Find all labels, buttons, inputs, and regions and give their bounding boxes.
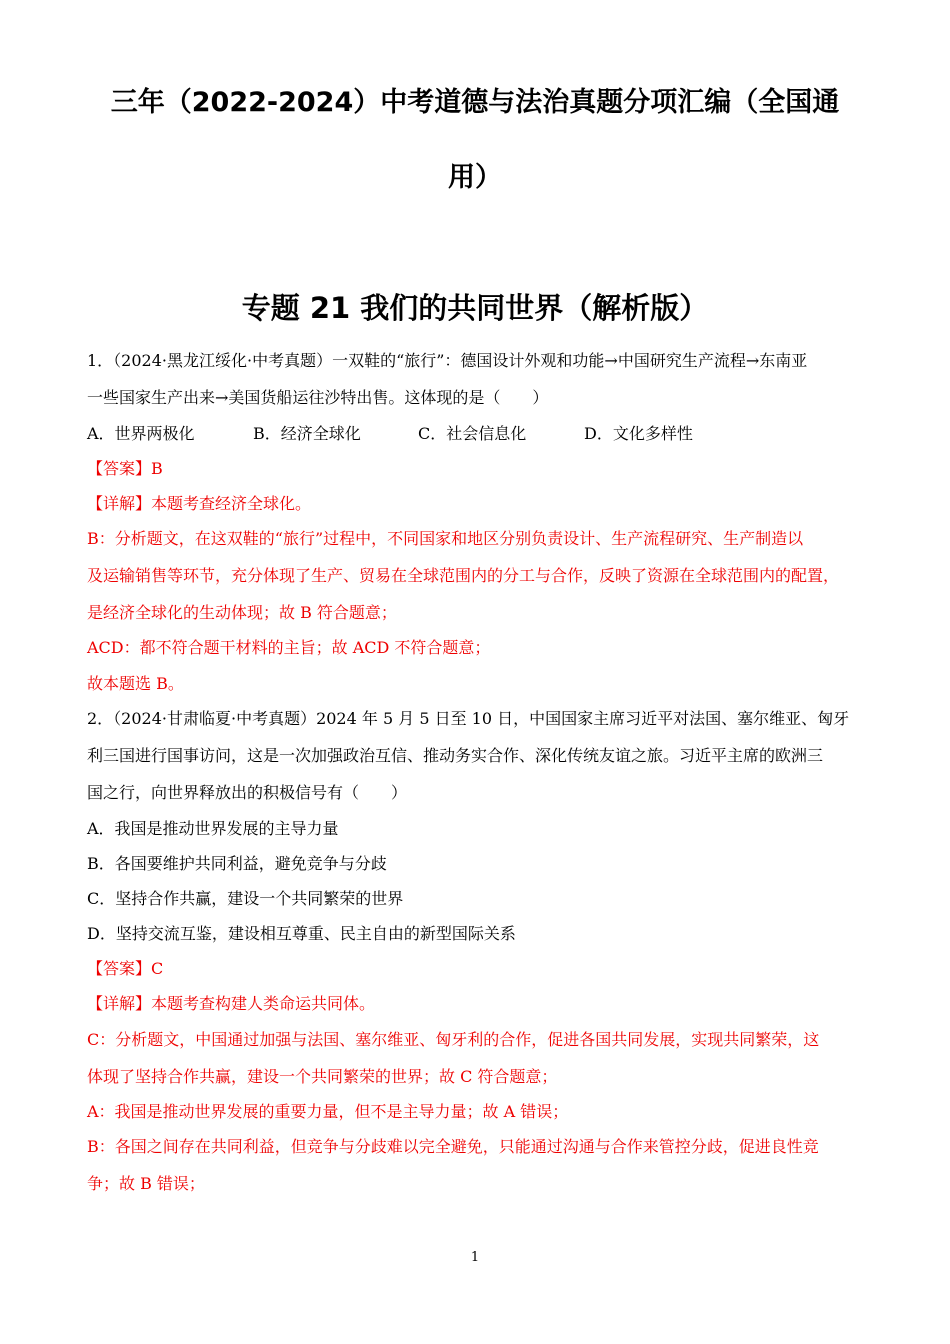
q1-option-d: D．文化多样性 <box>584 424 693 443</box>
page-number: 1 <box>470 1250 480 1265</box>
q2-analysis-line4: B：各国之间存在共同利益，但竞争与分歧难以完全避免，只能通过沟通与合作来管控分歧，促进良性竞 <box>87 1137 819 1156</box>
q1-answer: 【答案】B <box>87 459 163 478</box>
q2-option-b: B．各国要维护共同利益，避免竞争与分歧 <box>87 854 387 873</box>
q2-option-d: D．坚持交流互鉴，建设相互尊重、民主自由的新型国际关系 <box>87 924 516 943</box>
q2-detail: 【详解】本题考查构建人类命运共同体。 <box>87 994 376 1013</box>
document-title-line1: 三年（2022-2024）中考道德与法治真题分项汇编（全国通 <box>110 87 840 118</box>
q1-stem-line2: 一些国家生产出来→美国货船运往沙特出售。这体现的是（ ） <box>87 388 549 407</box>
q2-option-c: C．坚持合作共赢，建设一个共同繁荣的世界 <box>87 889 404 908</box>
q1-options <box>87 424 890 444</box>
q1-detail: 【详解】本题考查经济全球化。 <box>87 494 312 513</box>
q1-analysis-line3: 是经济全球化的生动体现；故 B 符合题意； <box>87 603 397 622</box>
q1-option-b: B．经济全球化 <box>253 424 361 443</box>
q2-stem-line1: 2．（2024·甘肃临夏·中考真题）2024 年 5 月 5 日至 10 日，中国国家主席习近平对法国、塞尔维亚、匈牙 <box>87 709 850 728</box>
q2-stem-line2: 利三国进行国事访问，这是一次加强政治互信、推动务实合作、深化传统友谊之旅。习近平主席的欧洲三 <box>87 746 824 765</box>
q2-answer: 【答案】C <box>87 959 164 978</box>
q1-analysis-line2: 及运输销售等环节，充分体现了生产、贸易在全球范围内的分工与合作，反映了资源在全球范围内的配置， <box>87 566 840 585</box>
q1-option-c: C．社会信息化 <box>418 424 527 443</box>
q2-analysis-line5: 争；故 B 错误； <box>87 1174 205 1193</box>
q2-analysis-line1: C：分析题文，中国通过加强与法国、塞尔维亚、匈牙利的合作，促进各国共同发展，实现共同繁荣，这 <box>87 1030 820 1049</box>
q2-analysis-line3: A：我国是推动世界发展的重要力量，但不是主导力量；故 A 错误； <box>87 1102 569 1121</box>
q1-option-a: A．世界两极化 <box>87 424 195 443</box>
q2-stem-line3: 国之行，向世界释放出的积极信号有（ ） <box>87 783 408 802</box>
q1-analysis-line4: ACD：都不符合题干材料的主旨；故 ACD 不符合题意； <box>87 638 491 657</box>
q1-analysis-line1: B：分析题文，在这双鞋的“旅行”过程中，不同国家和地区分别负责设计、生产流程研究、生产制造以 <box>87 529 804 548</box>
q1-analysis-line5: 故本题选 B。 <box>87 674 184 693</box>
document-title-line2: 用） <box>448 162 502 193</box>
q1-stem-line1: 1．（2024·黑龙江绥化·中考真题）一双鞋的“旅行”：德国设计外观和功能→中国研究生产流程→东南亚 <box>87 351 808 370</box>
q2-option-a: A．我国是推动世界发展的主导力量 <box>87 819 339 838</box>
q2-analysis-line2: 体现了坚持合作共赢，建设一个共同繁荣的世界；故 C 符合题意； <box>87 1067 558 1086</box>
topic-heading: 专题 21 我们的共同世界（解析版） <box>241 291 709 325</box>
